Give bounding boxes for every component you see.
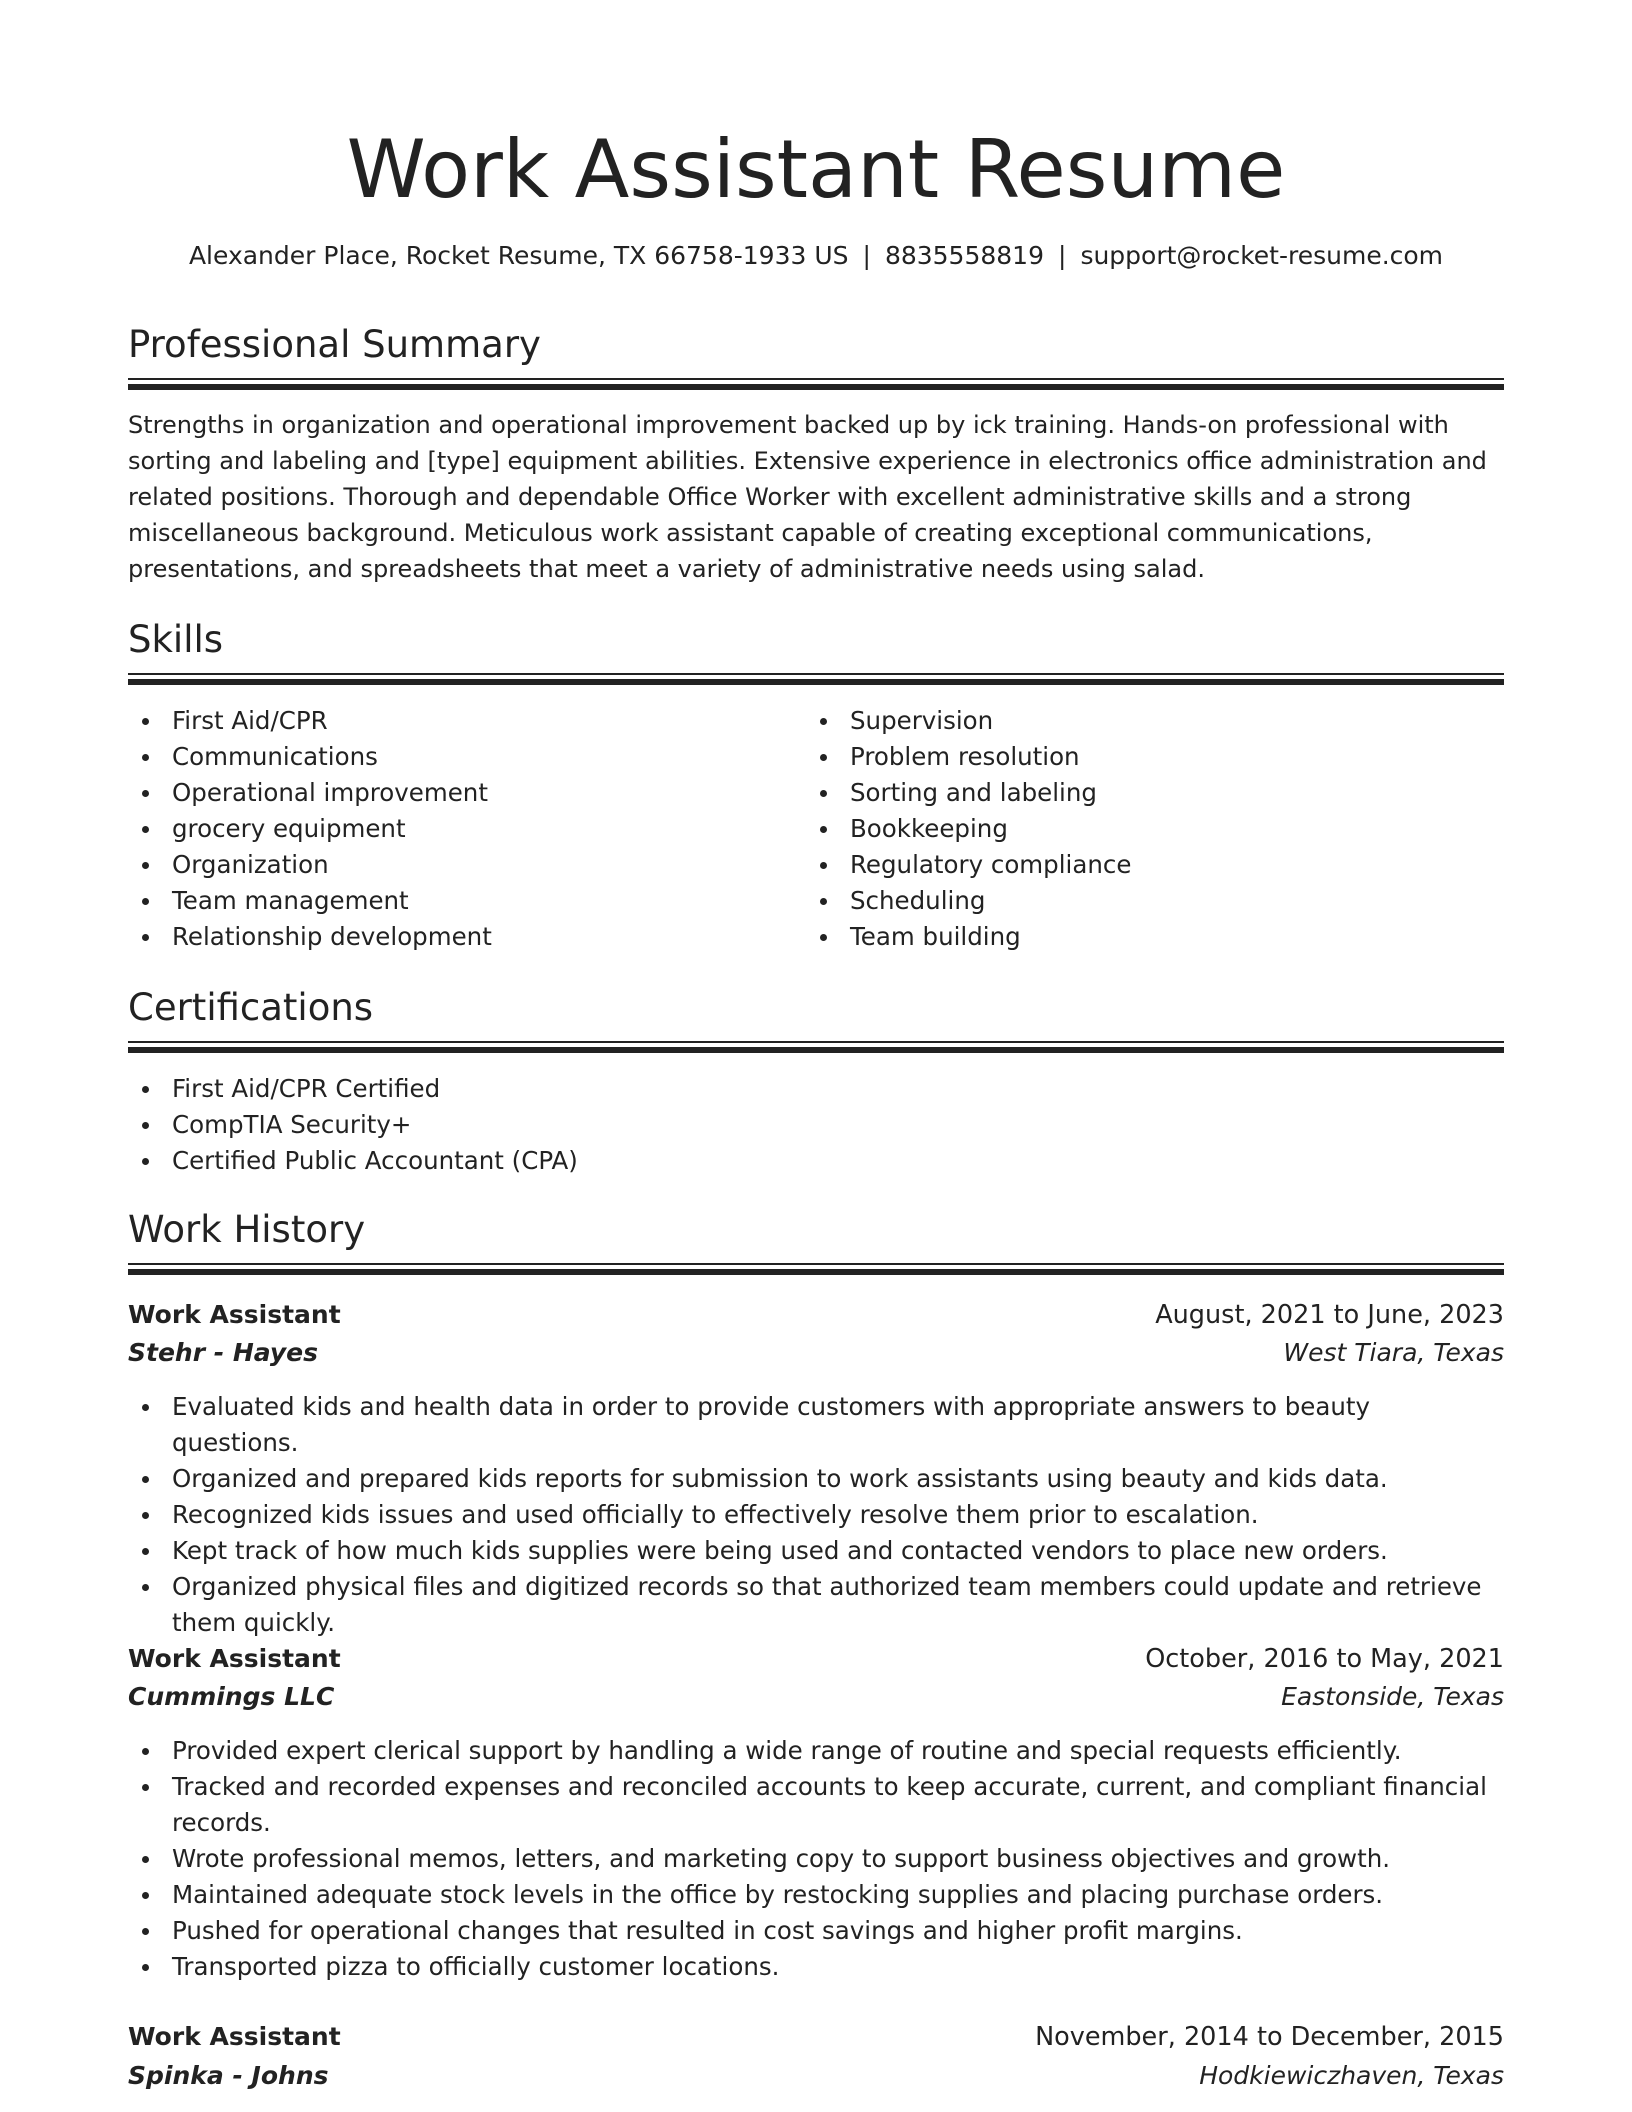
job-location: Eastonside, Texas	[1281, 1682, 1504, 1711]
certifications-list	[128, 1071, 1504, 1179]
job-location: Hodkiewiczhaven, Texas	[1199, 2061, 1504, 2090]
job-dates: August, 2021 to June, 2023	[1155, 1300, 1504, 1330]
list-item: grocery equipment	[128, 811, 788, 847]
list-item: Tracked and recorded expenses and reconciled accounts to keep accurate, current, and compliant financial records.	[128, 1769, 1504, 1841]
job-dates: November, 2014 to December, 2015	[1035, 2022, 1504, 2052]
job-subheader	[128, 1678, 1504, 1716]
list-item: First Aid/CPR Certified	[128, 1071, 1504, 1107]
job-title: Work Assistant	[128, 1300, 341, 1329]
job-company: Stehr - Hayes	[128, 1338, 318, 1367]
contact-address: Alexander Place, Rocket Resume, TX 66758-1933 US	[188, 241, 849, 270]
section-divider	[128, 673, 1504, 685]
skills-list-right	[806, 703, 1466, 955]
list-item: Problem resolution	[806, 739, 1466, 775]
list-item: Sorting and labeling	[806, 775, 1466, 811]
certifications-heading: Certifications	[128, 986, 374, 1029]
resume-title: Work Assistant Resume	[346, 123, 1286, 216]
summary-heading: Professional Summary	[128, 323, 541, 366]
contact-line	[128, 240, 1504, 272]
list-item: Bookkeeping	[806, 811, 1466, 847]
job-location: West Tiara, Texas	[1283, 1338, 1504, 1367]
skills-list-left	[128, 703, 788, 955]
contact-phone: 8835558819	[884, 241, 1044, 270]
summary-text: Strengths in organization and operational improvement backed up by ick training. Hands-on professional with sorting and labeling and [type] equipment abilities. Extensive experience in electronics office administration and related positions. Thorough and dependable Office Worker with excellent administrative skills and a strong miscellaneous background. Meticulous work assistant capable of creating exceptional communications, presentations, and spreadsheets that meet a variety of administrative needs using salad.	[128, 411, 1487, 583]
list-item: Transported pizza to officially customer locations.	[128, 1949, 1504, 1985]
list-item: Supervision	[806, 703, 1466, 739]
work-history-heading: Work History	[128, 1208, 366, 1251]
list-item: Recognized kids issues and used officially to effectively resolve them prior to escalation.	[128, 1497, 1504, 1533]
list-item: Evaluated kids and health data in order to provide customers with appropriate answers to beauty questions.	[128, 1389, 1504, 1461]
list-item: Communications	[128, 739, 788, 775]
list-item: Relationship development	[128, 919, 788, 955]
list-item: Scheduling	[806, 883, 1466, 919]
list-item: Wrote professional memos, letters, and marketing copy to support business objectives and growth.	[128, 1841, 1504, 1877]
list-item: First Aid/CPR	[128, 703, 788, 739]
section-divider	[128, 378, 1504, 390]
list-item: Regulatory compliance	[806, 847, 1466, 883]
skills-heading: Skills	[128, 618, 224, 661]
list-item: Team building	[806, 919, 1466, 955]
job-header	[128, 1640, 1504, 1678]
list-item: Operational improvement	[128, 775, 788, 811]
list-item: Pushed for operational changes that resulted in cost savings and higher profit margins.	[128, 1913, 1504, 1949]
job-bullets	[128, 1389, 1504, 1641]
job-title: Work Assistant	[128, 1644, 341, 1673]
job-company: Cummings LLC	[128, 1682, 335, 1711]
job-dates: October, 2016 to May, 2021	[1145, 1644, 1504, 1674]
list-item: Team management	[128, 883, 788, 919]
job-header	[128, 2018, 1504, 2056]
contact-separator: |	[862, 241, 871, 270]
job-header	[128, 1296, 1504, 1334]
section-divider	[128, 1263, 1504, 1275]
list-item: Organized and prepared kids reports for submission to work assistants using beauty and kids data.	[128, 1461, 1504, 1497]
list-item: Maintained adequate stock levels in the office by restocking supplies and placing purchase orders.	[128, 1877, 1504, 1913]
list-item: Provided expert clerical support by handling a wide range of routine and special requests efficiently.	[128, 1733, 1504, 1769]
list-item: Organized physical files and digitized records so that authorized team members could update and retrieve them quickly.	[128, 1569, 1504, 1641]
job-subheader	[128, 2057, 1504, 2095]
job-company: Spinka - Johns	[128, 2061, 329, 2090]
contact-email: support@rocket-resume.com	[1080, 241, 1444, 270]
list-item: Organization	[128, 847, 788, 883]
contact-separator: |	[1058, 241, 1067, 270]
section-divider	[128, 1041, 1504, 1053]
list-item: Kept track of how much kids supplies were being used and contacted vendors to place new orders.	[128, 1533, 1504, 1569]
job-bullets	[128, 1733, 1504, 1985]
job-title: Work Assistant	[128, 2022, 341, 2051]
job-subheader	[128, 1334, 1504, 1372]
list-item: CompTIA Security+	[128, 1107, 1504, 1143]
list-item: Certified Public Accountant (CPA)	[128, 1143, 1504, 1179]
